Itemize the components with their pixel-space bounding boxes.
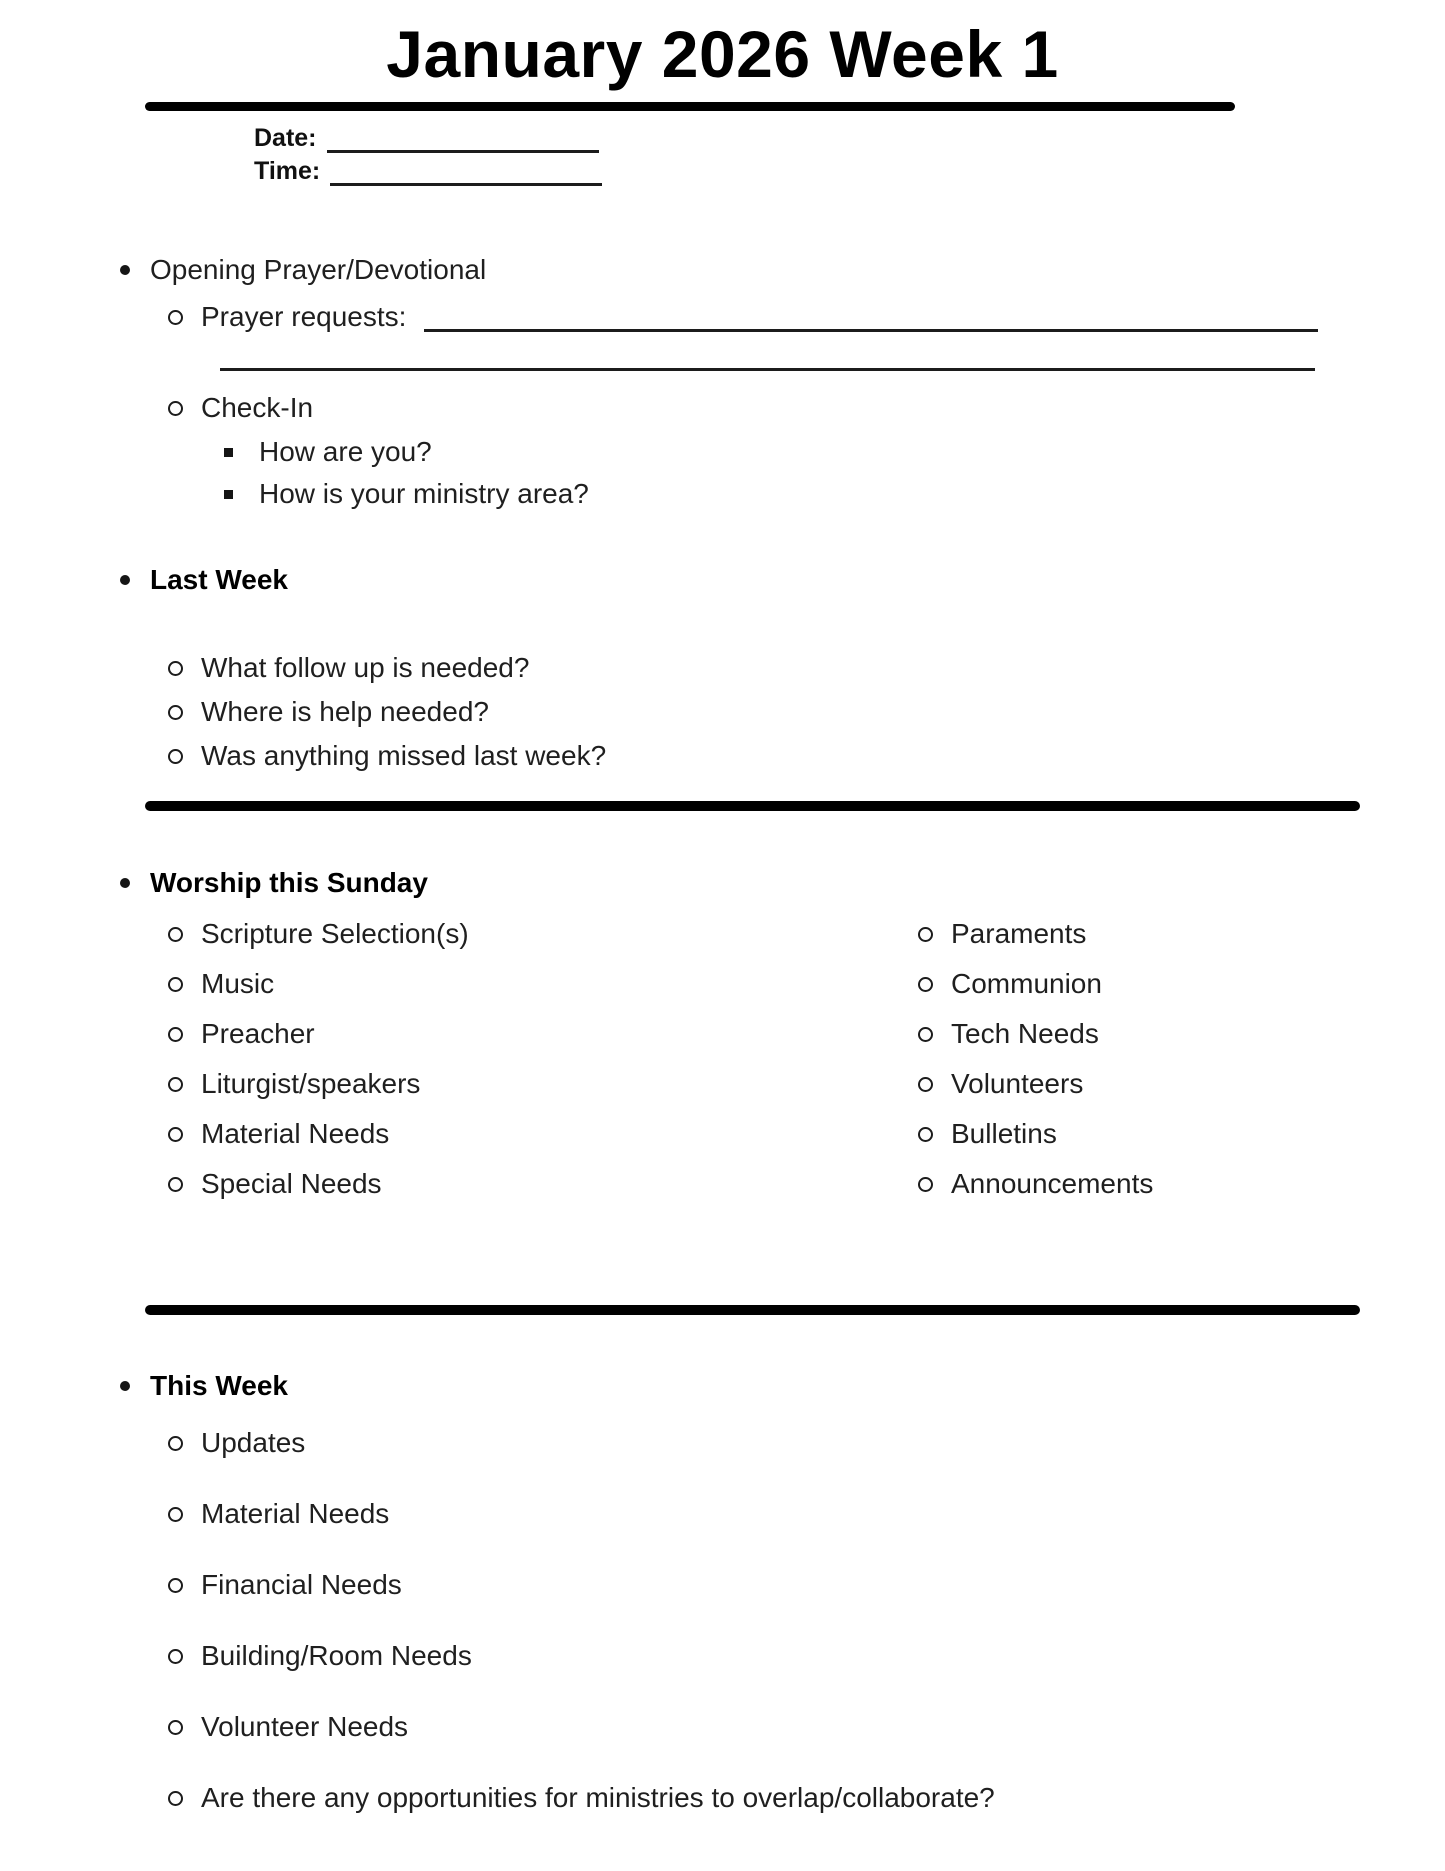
worship-item: Special Needs bbox=[201, 1168, 382, 1199]
worship-left-column bbox=[0, 909, 750, 1209]
this-week-heading: This Week bbox=[150, 1370, 288, 1401]
opening-heading-row bbox=[0, 248, 1445, 292]
this-week-item: Building/Room Needs bbox=[201, 1640, 472, 1671]
worship-right-column bbox=[750, 909, 1445, 1209]
this-week-item-row bbox=[0, 1492, 1445, 1536]
square-bullet-icon bbox=[224, 448, 233, 457]
circle-bullet-icon bbox=[918, 1177, 933, 1192]
circle-bullet-icon bbox=[168, 401, 183, 416]
last-week-heading: Last Week bbox=[150, 564, 288, 595]
worship-item-row bbox=[750, 1009, 1445, 1059]
worship-item-row bbox=[750, 959, 1445, 1009]
check-in-row bbox=[0, 385, 1445, 431]
worship-item: Preacher bbox=[201, 1018, 315, 1049]
circle-bullet-icon bbox=[168, 1436, 183, 1451]
this-week-item: Are there any opportunities for ministries to overlap/collaborate? bbox=[201, 1782, 995, 1813]
worship-item-row bbox=[750, 1109, 1445, 1159]
circle-bullet-icon bbox=[918, 1127, 933, 1142]
this-week-item-row bbox=[0, 1776, 1445, 1820]
circle-bullet-icon bbox=[168, 1791, 183, 1806]
circle-bullet-icon bbox=[168, 1027, 183, 1042]
circle-bullet-icon bbox=[168, 1720, 183, 1735]
worship-item: Scripture Selection(s) bbox=[201, 918, 469, 949]
circle-bullet-icon bbox=[168, 705, 183, 720]
worship-item-row bbox=[0, 909, 750, 959]
this-week-item: Volunteer Needs bbox=[201, 1711, 409, 1742]
opening-heading: Opening Prayer/Devotional bbox=[150, 254, 487, 285]
disc-bullet-icon bbox=[120, 575, 130, 585]
this-week-item: Updates bbox=[201, 1427, 306, 1458]
circle-bullet-icon bbox=[918, 977, 933, 992]
check-in-label: Check-In bbox=[201, 392, 314, 423]
circle-bullet-icon bbox=[168, 1077, 183, 1092]
check-in-question: How is your ministry area? bbox=[259, 478, 589, 509]
section-worship bbox=[0, 861, 1445, 1209]
disc-bullet-icon bbox=[120, 878, 130, 888]
prayer-requests-fill-line-2[interactable] bbox=[220, 368, 1315, 371]
section-this-week bbox=[0, 1364, 1445, 1820]
worship-item-row bbox=[0, 959, 750, 1009]
this-week-item-row bbox=[0, 1634, 1445, 1678]
worship-item-row bbox=[0, 1109, 750, 1159]
date-row bbox=[254, 121, 1445, 153]
check-in-question-row bbox=[0, 431, 1445, 473]
circle-bullet-icon bbox=[918, 1027, 933, 1042]
last-week-item-row bbox=[0, 734, 1445, 778]
this-week-item: Financial Needs bbox=[201, 1569, 402, 1600]
circle-bullet-icon bbox=[168, 1177, 183, 1192]
worship-item: Music bbox=[201, 968, 275, 999]
last-week-heading-row bbox=[0, 558, 1445, 602]
section-divider bbox=[145, 1305, 1360, 1315]
time-row bbox=[254, 153, 1445, 186]
circle-bullet-icon bbox=[168, 310, 183, 325]
worship-item: Bulletins bbox=[951, 1118, 1057, 1149]
disc-bullet-icon bbox=[120, 265, 130, 275]
this-week-heading-row bbox=[0, 1364, 1445, 1408]
worship-heading-row bbox=[0, 861, 1445, 905]
check-in-question: How are you? bbox=[259, 436, 432, 467]
time-label: Time: bbox=[254, 157, 321, 185]
worship-item: Paraments bbox=[951, 918, 1087, 949]
worship-item-row bbox=[750, 909, 1445, 959]
worship-item-row bbox=[750, 1159, 1445, 1209]
worship-item-row bbox=[0, 1009, 750, 1059]
section-last-week bbox=[0, 558, 1445, 778]
title-underline bbox=[145, 102, 1235, 111]
circle-bullet-icon bbox=[168, 749, 183, 764]
circle-bullet-icon bbox=[168, 1127, 183, 1142]
square-bullet-icon bbox=[224, 490, 233, 499]
check-in-question-row bbox=[0, 473, 1445, 515]
page-title: January 2026 Week 1 bbox=[386, 17, 1059, 91]
time-fill-line[interactable] bbox=[330, 157, 602, 186]
worship-item-row bbox=[0, 1059, 750, 1109]
date-fill-line[interactable] bbox=[327, 124, 599, 153]
worship-item-row bbox=[750, 1059, 1445, 1109]
last-week-item: What follow up is needed? bbox=[201, 652, 530, 683]
last-week-item: Where is help needed? bbox=[201, 696, 489, 727]
last-week-item: Was anything missed last week? bbox=[201, 740, 607, 771]
last-week-item-row bbox=[0, 646, 1445, 690]
circle-bullet-icon bbox=[168, 977, 183, 992]
prayer-requests-fill-line[interactable] bbox=[424, 329, 1318, 332]
worship-heading: Worship this Sunday bbox=[150, 867, 428, 898]
disc-bullet-icon bbox=[120, 1381, 130, 1391]
last-week-item-row bbox=[0, 690, 1445, 734]
worship-item-row bbox=[0, 1159, 750, 1209]
worship-item: Volunteers bbox=[951, 1068, 1084, 1099]
this-week-item-row bbox=[0, 1705, 1445, 1749]
worship-item: Communion bbox=[951, 968, 1102, 999]
section-divider bbox=[145, 801, 1360, 811]
circle-bullet-icon bbox=[168, 1507, 183, 1522]
prayer-requests-label: Prayer requests: bbox=[201, 301, 407, 332]
this-week-list bbox=[0, 1421, 1445, 1820]
worship-item: Announcements bbox=[951, 1168, 1154, 1199]
prayer-requests-row bbox=[0, 294, 1445, 340]
circle-bullet-icon bbox=[168, 1578, 183, 1593]
worship-columns bbox=[0, 909, 1445, 1209]
worship-item: Liturgist/speakers bbox=[201, 1068, 421, 1099]
circle-bullet-icon bbox=[168, 661, 183, 676]
date-time-block bbox=[254, 121, 1445, 186]
circle-bullet-icon bbox=[168, 927, 183, 942]
this-week-item-row bbox=[0, 1563, 1445, 1607]
section-opening bbox=[0, 248, 1445, 515]
circle-bullet-icon bbox=[918, 927, 933, 942]
this-week-item: Material Needs bbox=[201, 1498, 390, 1529]
this-week-item-row bbox=[0, 1421, 1445, 1465]
worship-item: Material Needs bbox=[201, 1118, 390, 1149]
date-label: Date: bbox=[254, 124, 317, 152]
circle-bullet-icon bbox=[168, 1649, 183, 1664]
worship-item: Tech Needs bbox=[951, 1018, 1099, 1049]
circle-bullet-icon bbox=[918, 1077, 933, 1092]
